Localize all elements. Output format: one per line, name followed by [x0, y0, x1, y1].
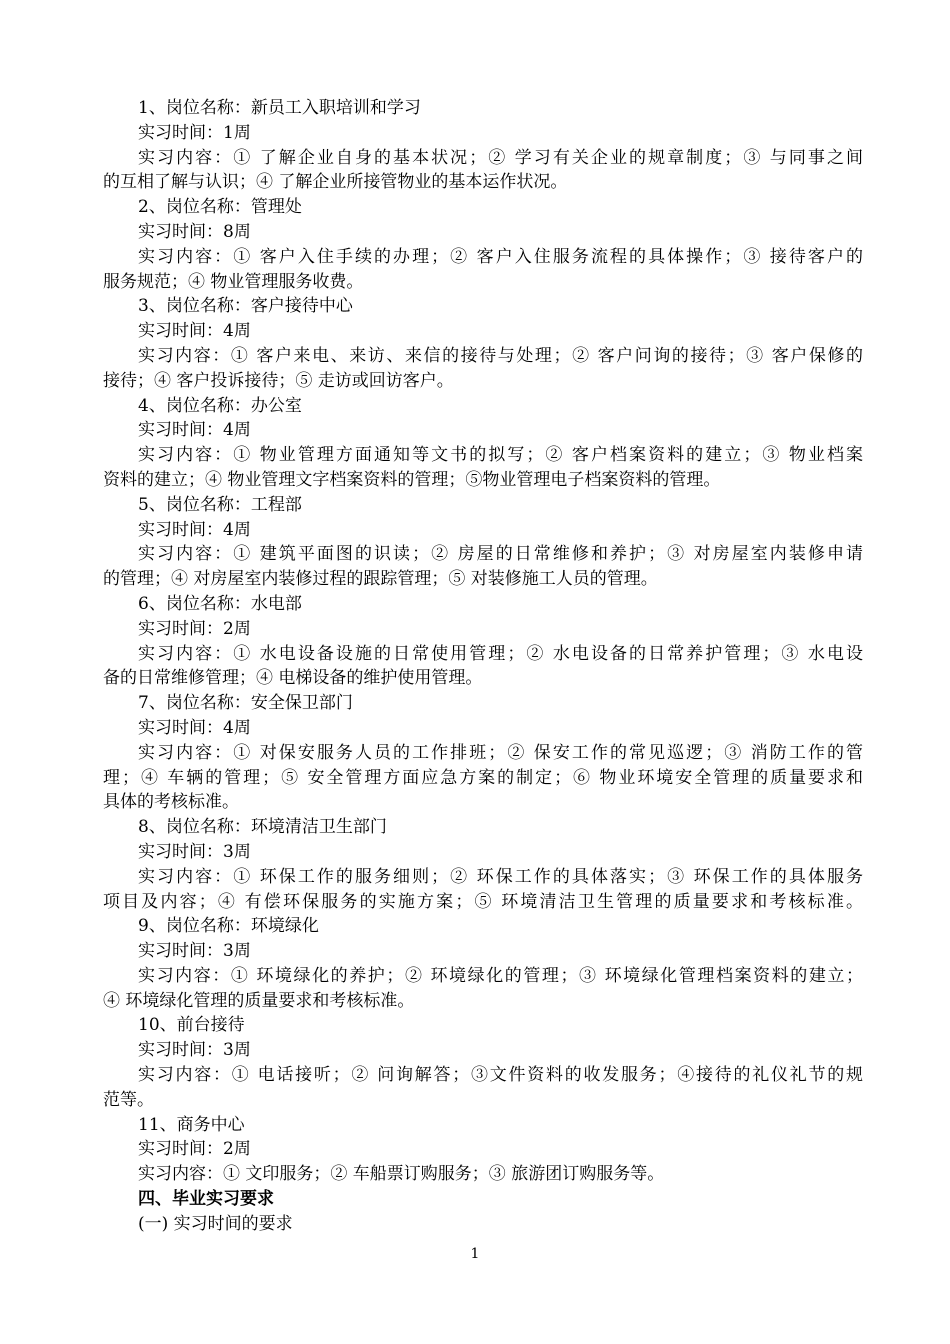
text-line: 实习内容：① 客户入住手续的办理；② 客户入住服务流程的具体操作；③ 接待客户的 [138, 246, 863, 267]
text-line: 9、岗位名称：环境绿化 [138, 916, 319, 937]
text-line: 实习内容：① 水电设备设施的日常使用管理；② 水电设备的日常养护管理；③ 水电设 [138, 643, 863, 664]
text-line: 实习时间：1周 [138, 122, 251, 143]
text-line: 接待；④ 客户投诉接待；⑤ 走访或回访客户。 [103, 370, 454, 391]
text-line: 实习内容：① 文印服务；② 车船票订购服务；③ 旅游团订购服务等。 [138, 1164, 665, 1185]
text-line: (一) 实习时间的要求 [138, 1213, 293, 1234]
text-line: 备的日常维修管理；④ 电梯设备的维护使用管理。 [103, 668, 483, 689]
text-line: 实习时间：4周 [138, 717, 251, 738]
text-line: 理；④ 车辆的管理；⑤ 安全管理方面应急方案的制定；⑥ 物业环境安全管理的质量要求和 [103, 767, 863, 788]
text-line: 实习时间：2周 [138, 1139, 251, 1160]
text-line: 实习内容：① 了解企业自身的基本状况；② 学习有关企业的规章制度；③ 与同事之间 [138, 147, 863, 168]
text-line: 3、岗位名称：客户接待中心 [138, 296, 353, 317]
text-line: 7、岗位名称：安全保卫部门 [138, 693, 353, 714]
text-line: 11、商务中心 [138, 1114, 245, 1135]
text-line: ④ 环境绿化管理的质量要求和考核标准。 [103, 990, 415, 1011]
text-line: 实习时间：4周 [138, 519, 251, 540]
text-line: 实习时间：8周 [138, 221, 251, 242]
text-line: 的管理；④ 对房屋室内装修过程的跟踪管理；⑤ 对装修施工人员的管理。 [103, 569, 658, 590]
text-line: 实习内容：① 建筑平面图的识读；② 房屋的日常维修和养护；③ 对房屋室内装修申请 [138, 544, 863, 565]
text-line: 实习时间：3周 [138, 841, 251, 862]
text-line: 具体的考核标准。 [103, 792, 239, 813]
text-line: 2、岗位名称：管理处 [138, 197, 302, 218]
text-line: 实习内容：① 客户来电、来访、来信的接待与处理；② 客户问询的接待；③ 客户保修的 [138, 345, 863, 366]
text-line: 6、岗位名称：水电部 [138, 593, 302, 614]
text-line: 实习时间：2周 [138, 618, 251, 639]
text-line: 的互相了解与认识；④ 了解企业所接管物业的基本运作状况。 [103, 172, 568, 193]
page-number: 1 [470, 1246, 480, 1262]
text-line: 实习内容：① 电话接听；② 问询解答；③文件资料的收发服务；④接待的礼仪礼节的规 [138, 1065, 863, 1086]
text-line: 资料的建立；④ 物业管理文字档案资料的管理；⑤物业管理电子档案资料的管理。 [103, 469, 721, 490]
text-line: 实习时间：4周 [138, 321, 251, 342]
document-body [103, 96, 863, 1237]
text-line: 1、岗位名称：新员工入职培训和学习 [138, 98, 421, 118]
text-line: 实习内容：① 环保工作的服务细则；② 环保工作的具体落实；③ 环保工作的具体服务 [138, 866, 863, 887]
text-line: 项目及内容；④ 有偿环保服务的实施方案；⑤ 环境清洁卫生管理的质量要求和考核标准。 [103, 891, 863, 912]
text-line: 实习内容：① 环境绿化的养护；② 环境绿化的管理；③ 环境绿化管理档案资料的建立； [138, 965, 863, 986]
text-line: 实习内容：① 对保安服务人员的工作排班；② 保安工作的常见巡逻；③ 消防工作的管 [138, 742, 863, 763]
text-line: 5、岗位名称：工程部 [138, 494, 302, 515]
text-line: 4、岗位名称：办公室 [138, 395, 302, 416]
text-line: 实习时间：4周 [138, 420, 251, 441]
section-heading: 四、毕业实习要求 [138, 1189, 274, 1210]
text-line: 实习时间：3周 [138, 1040, 251, 1061]
text-line: 10、前台接待 [138, 1015, 245, 1036]
text-line: 实习时间：3周 [138, 941, 251, 962]
text-line: 范等。 [103, 1089, 154, 1110]
text-line: 服务规范；④ 物业管理服务收费。 [103, 271, 364, 292]
text-line: 8、岗位名称：环境清洁卫生部门 [138, 817, 387, 838]
text-line: 实习内容：① 物业管理方面通知等文书的拟写；② 客户档案资料的建立；③ 物业档案 [138, 445, 863, 466]
